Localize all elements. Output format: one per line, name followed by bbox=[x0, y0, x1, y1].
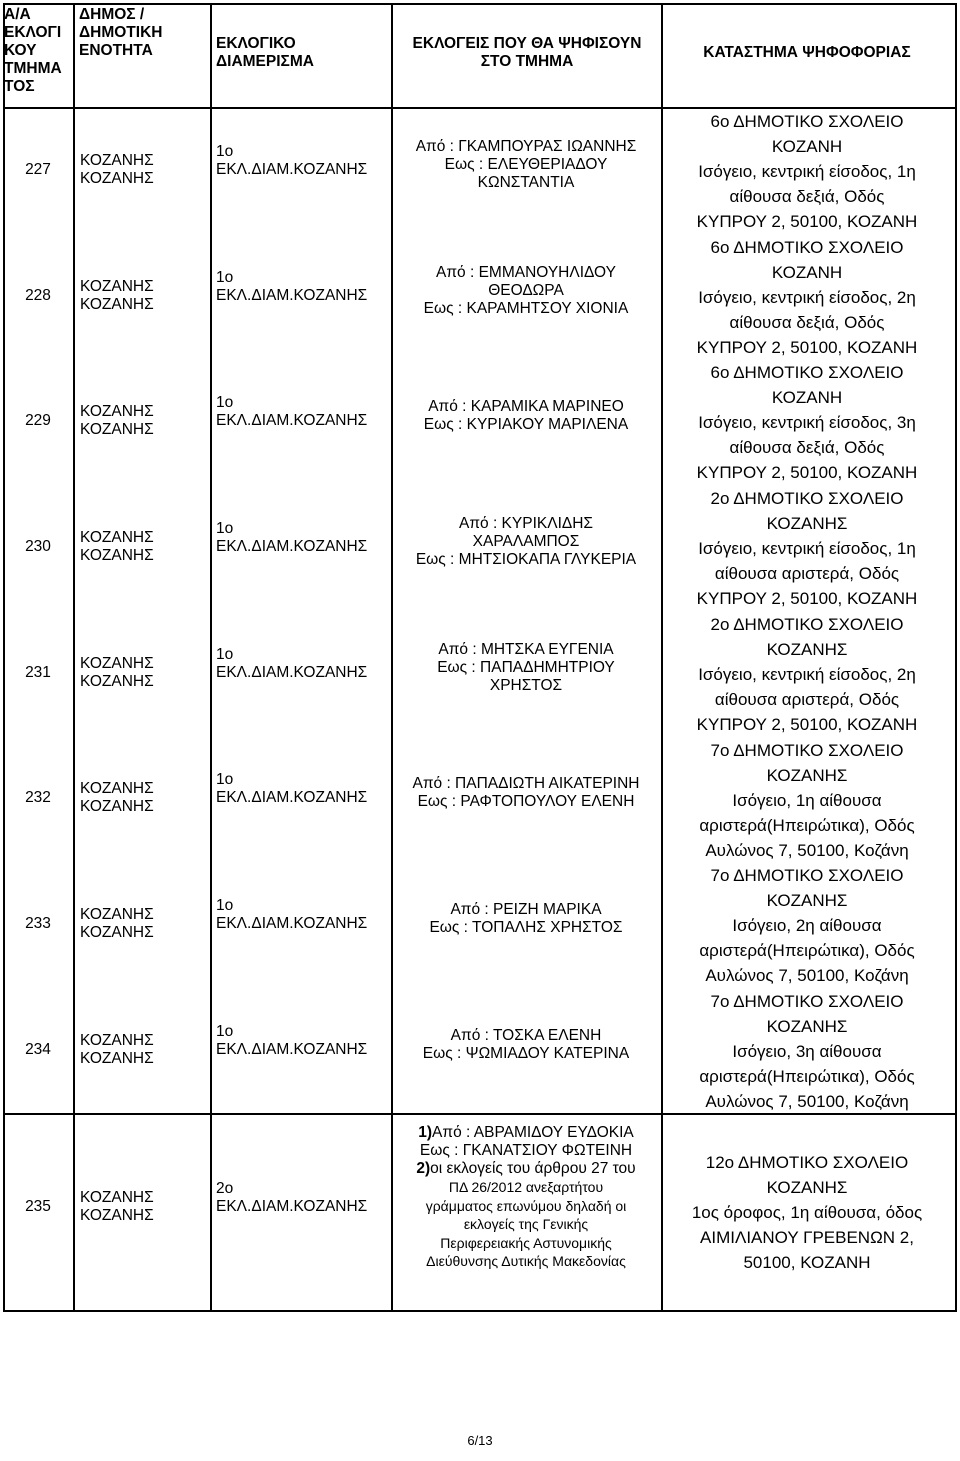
grid-line bbox=[661, 3, 663, 1311]
row-municipality: ΚΟΖΑΝΗΣ ΚΟΖΑΝΗΣ bbox=[80, 277, 154, 313]
row-number: 227 bbox=[25, 160, 51, 178]
row-number: 232 bbox=[25, 789, 51, 807]
row-voters: Από : ΡΕΙΖΗ ΜΑΡΙΚΑ Εως : ΤΟΠΑΛΗΣ ΧΡΗΣΤΟΣ bbox=[429, 901, 623, 937]
row-voters: Από : ΜΗΤΣΚΑ ΕΥΓΕΝΙΑ Εως : ΠΑΠΑΔΗΜΗΤΡΙΟΥ ΧΡΗΣΤΟΣ bbox=[437, 640, 615, 694]
row-voters: Από : ΚΥΡΙΚΛΙΔΗΣ ΧΑΡΑΛΑΜΠΟΣ Εως : ΜΗΤΣΙΟΚΑΠΑ ΓΛΥΚΕΡΙΑ bbox=[415, 514, 637, 568]
row-municipality: ΚΟΖΑΝΗΣ ΚΟΖΑΝΗΣ bbox=[80, 151, 154, 187]
row-voters: Από : ΕΜΜΑΝΟΥΗΛΙΔΟΥ ΘΕΟΔΩΡΑ Εως : ΚΑΡΑΜΗΤΣΟΥ ΧΙΟΝΙΑ bbox=[423, 263, 629, 317]
row-number: 230 bbox=[25, 537, 51, 555]
row-number: 234 bbox=[25, 1040, 51, 1058]
row-district: 1ο ΕΚΛ.ΔΙΑΜ.ΚΟΖΑΝΗΣ bbox=[216, 1022, 368, 1058]
grid-line bbox=[73, 3, 75, 1311]
row-district: 2ο ΕΚΛ.ΔΙΑΜ.ΚΟΖΑΝΗΣ bbox=[216, 1180, 368, 1215]
header-col-voters: ΕΚΛΟΓΕΙΣ ΠΟΥ ΘΑ ΨΗΦΙΣΟΥΝ ΣΤΟ ΤΜΗΜΑ bbox=[412, 35, 642, 70]
row-station: 7ο ΔΗΜΟΤΙΚΟ ΣΧΟΛΕΙΟ ΚΟΖΑΝΗΣ Ισόγειο, 2η αίθουσα αριστερά(Ηπειρώτικα), Οδός Αυλώνος 7, 50100, Κοζάνη bbox=[699, 866, 915, 986]
row-district: 1ο ΕΚΛ.ΔΙΑΜ.ΚΟΖΑΝΗΣ bbox=[216, 142, 368, 178]
row-district: 1ο ΕΚΛ.ΔΙΑΜ.ΚΟΖΑΝΗΣ bbox=[216, 519, 368, 555]
row-station: 2ο ΔΗΜΟΤΙΚΟ ΣΧΟΛΕΙΟ ΚΟΖΑΝΗΣ Ισόγειο, κεντρική είσοδος, 2η αίθουσα αριστερά, Οδός ΚΥΠΡΟΥ 2, 50100, ΚΟΖΑΝΗ bbox=[696, 614, 918, 734]
row-district: 1ο ΕΚΛ.ΔΙΑΜ.ΚΟΖΑΝΗΣ bbox=[216, 897, 368, 933]
row-municipality: ΚΟΖΑΝΗΣ ΚΟΖΑΝΗΣ bbox=[80, 403, 154, 439]
row-municipality: ΚΟΖΑΝΗΣ ΚΟΖΑΝΗΣ bbox=[80, 654, 154, 690]
grid-line bbox=[955, 3, 957, 1311]
header-col-district: ΕΚΛΟΓΙΚΟ ΔΙΑΜΕΡΙΣΜΑ bbox=[216, 35, 314, 70]
grid-line bbox=[210, 3, 212, 1311]
row-voters: Από : ΠΑΠΑΔΙΩΤΗ ΑΙΚΑΤΕΡΙΝΗ Εως : ΡΑΦΤΟΠΟΥΛΟΥ ΕΛΕΝΗ bbox=[412, 775, 640, 811]
row-municipality: ΚΟΖΑΝΗΣ ΚΟΖΑΝΗΣ bbox=[80, 906, 154, 942]
row-district: 1ο ΕΚΛ.ΔΙΑΜ.ΚΟΖΑΝΗΣ bbox=[216, 268, 368, 304]
row-station: 6ο ΔΗΜΟΤΙΚΟ ΣΧΟΛΕΙΟ ΚΟΖΑΝΗ Ισόγειο, κεντρική είσοδος, 2η αίθουσα δεξιά, Οδός ΚΥΠΡΟΥ 2, 50100, ΚΟΖΑΝΗ bbox=[696, 237, 918, 357]
header-col-station: ΚΑΤΑΣΤΗΜΑ ΨΗΦΟΦΟΡΙΑΣ bbox=[703, 44, 911, 61]
page-number: 6/13 bbox=[467, 1433, 493, 1448]
row-voters: Από : ΤΟΣΚΑ ΕΛΕΝΗ Εως : ΨΩΜΙΑΔΟΥ ΚΑΤΕΡΙΝΑ bbox=[422, 1026, 630, 1062]
row-municipality: ΚΟΖΑΝΗΣ ΚΟΖΑΝΗΣ bbox=[80, 528, 154, 564]
grid-line bbox=[3, 3, 957, 5]
row-voters: Από : ΚΑΡΑΜΙΚΑ ΜΑΡΙΝΕΟ Εως : ΚΥΡΙΑΚΟΥ ΜΑΡΙΛΕΝΑ bbox=[423, 398, 629, 434]
row-municipality: ΚΟΖΑΝΗΣ ΚΟΖΑΝΗΣ bbox=[80, 780, 154, 816]
row-voters: 1)Από : ΑΒΡΑΜΙΔΟΥ ΕΥΔΟΚΙΑ Εως : ΓΚΑΝΑΤΣΙΟΥ ΦΩΤΕΙΝΗ 2)οι εκλογείς του άρθρου 27 του ΠΔ 26/2012 ανεξαρτήτου γράμματος επωνύμου δηλαδή οι εκλογείς της Γενικής Περιφερειακής Αστυνομικής Διεύθυνσης Δυτικής Μακεδονίας bbox=[416, 1124, 636, 1269]
row-number: 229 bbox=[25, 412, 51, 430]
row-district: 1ο ΕΚΛ.ΔΙΑΜ.ΚΟΖΑΝΗΣ bbox=[216, 394, 368, 430]
grid-line bbox=[3, 3, 5, 1311]
row-district: 1ο ΕΚΛ.ΔΙΑΜ.ΚΟΖΑΝΗΣ bbox=[216, 771, 368, 807]
grid-line bbox=[3, 107, 957, 109]
row-number: 228 bbox=[25, 286, 51, 304]
row-municipality: ΚΟΖΑΝΗΣ ΚΟΖΑΝΗΣ bbox=[80, 1031, 154, 1067]
row-station: 7ο ΔΗΜΟΤΙΚΟ ΣΧΟΛΕΙΟ ΚΟΖΑΝΗΣ Ισόγειο, 3η αίθουσα αριστερά(Ηπειρώτικα), Οδός Αυλώνος 7, 50100, Κοζάνη bbox=[699, 991, 915, 1111]
header-col-number: Α/Α ΕΚΛΟΓΙ ΚΟΥ ΤΜΗΜΑ ΤΟΣ bbox=[4, 6, 62, 95]
row-municipality: ΚΟΖΑΝΗΣ ΚΟΖΑΝΗΣ bbox=[80, 1189, 154, 1224]
header-col-municipality: ΔΗΜΟΣ / ΔΗΜΟΤΙΚΗ ΕΝΟΤΗΤΑ bbox=[79, 6, 163, 59]
row-station: 2ο ΔΗΜΟΤΙΚΟ ΣΧΟΛΕΙΟ ΚΟΖΑΝΗΣ Ισόγειο, κεντρική είσοδος, 1η αίθουσα αριστερά, Οδός ΚΥΠΡΟΥ 2, 50100, ΚΟΖΑΝΗ bbox=[696, 489, 918, 609]
grid-line bbox=[3, 1113, 957, 1115]
grid-line bbox=[391, 3, 393, 1311]
row-station: 12ο ΔΗΜΟΤΙΚΟ ΣΧΟΛΕΙΟ ΚΟΖΑΝΗΣ 1ος όροφος, 1η αίθουσα, όδος ΑΙΜΙΛΙΑΝΟΥ ΓΡΕΒΕΝΩΝ 2, 50100, ΚΟΖΑΝΗ bbox=[691, 1153, 923, 1272]
row-station: 6ο ΔΗΜΟΤΙΚΟ ΣΧΟΛΕΙΟ ΚΟΖΑΝΗ Ισόγειο, κεντρική είσοδος, 3η αίθουσα δεξιά, Οδός ΚΥΠΡΟΥ 2, 50100, ΚΟΖΑΝΗ bbox=[696, 363, 918, 483]
row-voters: Από : ΓΚΑΜΠΟΥΡΑΣ ΙΩΑΝΝΗΣ Εως : ΕΛΕΥΘΕΡΙΑΔΟΥ ΚΩΝΣΤΑΝΤΙΑ bbox=[415, 137, 637, 191]
row-station: 6ο ΔΗΜΟΤΙΚΟ ΣΧΟΛΕΙΟ ΚΟΖΑΝΗ Ισόγειο, κεντρική είσοδος, 1η αίθουσα δεξιά, Οδός ΚΥΠΡΟΥ 2, 50100, ΚΟΖΑΝΗ bbox=[696, 112, 918, 231]
row-number: 235 bbox=[25, 1198, 51, 1215]
row-number: 231 bbox=[25, 663, 51, 681]
grid-line bbox=[3, 1310, 957, 1312]
row-number: 233 bbox=[25, 915, 51, 933]
row-station: 7ο ΔΗΜΟΤΙΚΟ ΣΧΟΛΕΙΟ ΚΟΖΑΝΗΣ Ισόγειο, 1η αίθουσα αριστερά(Ηπειρώτικα), Οδός Αυλώνος 7, 50100, Κοζάνη bbox=[699, 740, 915, 860]
row-district: 1ο ΕΚΛ.ΔΙΑΜ.ΚΟΖΑΝΗΣ bbox=[216, 645, 368, 681]
